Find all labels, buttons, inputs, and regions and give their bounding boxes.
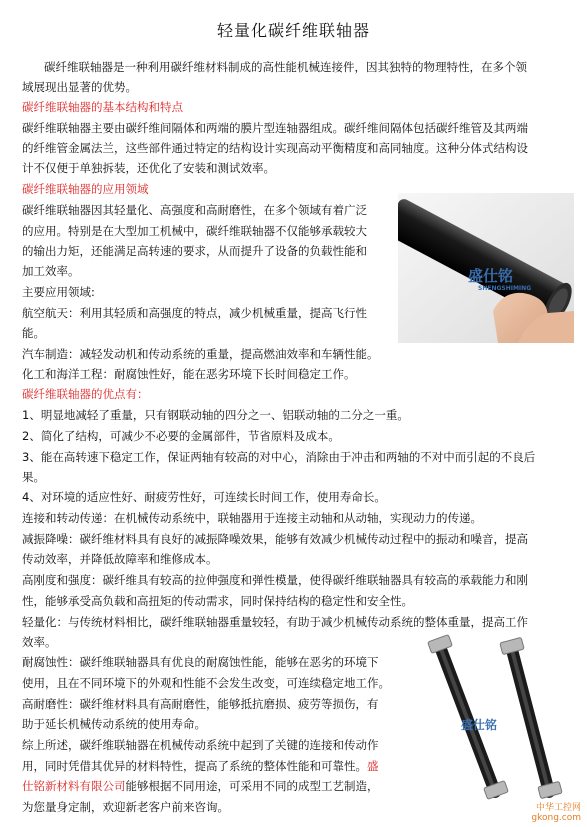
page-title: 轻量化碳纤维联轴器 [216,21,370,40]
paragraph-line: 减振降噪：碳纤维材料具有良好的减振降噪效果，能够有效减少机械传动过程中的振动和噪音，提高 [22,532,528,546]
paragraph-line: 综上所述，碳纤维联轴器在机械传动系统中起到了关键的连接和传动作 [22,738,379,752]
paragraph-text: 能够根据不同用途，可采用不同的成型工艺制造， [125,779,379,793]
product-photo-coupling-hand [398,193,574,343]
paragraph-line: 传动效率，并降低故障率和维修成本。 [22,552,218,566]
intro-line-1: 碳纤维联轴器是一种利用碳纤维材料制成的高性能机械连接件，因其独特的物理特性，在多个领 [44,60,527,74]
watermark-line-2: gkong.com [531,813,581,823]
section-heading-advantages: 碳纤维联轴器的优点有： [22,387,149,401]
company-name-rest: 仕铭新材料有限公司 [22,779,126,793]
brand-logo-sub: SHENGSHIMING [478,285,532,292]
paragraph-line: 轻量化：与传统材料相比，碳纤维联轴器重量较轻，有助于减少机械传动系统的整体重量，提高工作 [22,615,528,629]
paragraph-line: 1、明显地减轻了重量，只有钢联动轴的四分之一、铝联动轴的二分之一重。 [22,408,409,422]
watermark [531,803,581,823]
paragraph-line: 的应用。特别是在大型加工机械中，碳纤维联轴器不仅能够承载较大 [22,224,367,238]
paragraph-line: 耐腐蚀性：碳纤维联轴器具有优良的耐腐蚀性能，能够在恶劣的环境下 [22,655,379,669]
paragraph-line [22,756,379,776]
paragraph-line: 助于延长机械传动系统的使用寿命。 [22,717,206,731]
paragraph-line: 3、能在高转速下稳定工作，保证两轴有较高的对中心，消除由于冲击和两轴的不对中而引起的不良后 [22,450,536,464]
paragraph-line: 的输出力矩，还能满足高转速的要求，从而提升了设备的负载性能和 [22,244,367,258]
intro-line-2: 域展现出显著的优势。 [22,80,137,94]
paragraph-line: 航空航天：利用其轻质和高强度的特点，减少机械重量，提高飞行性 [22,306,367,320]
paragraph-line: 高刚度和强度：碳纤维具有较高的拉伸强度和弹性模量，使得碳纤维联轴器具有较高的承载能力和刚 [22,573,528,587]
paragraph-line: 碳纤维联轴器因其轻量化、高强度和高耐磨性，在多个领域有着广泛 [22,203,367,217]
paragraph-line: 能。 [22,326,45,340]
paragraph-text: 用，同时凭借其优异的材料特性，提高了系统的整体性能和可靠性。 [22,759,367,773]
paragraph-line [22,776,379,796]
company-name-start: 盛 [367,759,379,773]
paragraph-line: 性，能够承受高负载和高扭矩的传动需求，同时保持结构的稳定性和安全性。 [22,594,413,608]
paragraph-line: 碳纤维联轴器主要由碳纤维间隔体和两端的膜片型连轴器组成。碳纤维间隔体包括碳纤维管及其两端 [22,121,528,135]
paragraph-line: 果。 [22,470,45,484]
paragraph-line: 主要应用领域: [22,285,95,299]
paragraph-line: 汽车制造：减轻发动机和传动系统的重量，提高燃油效率和车辆性能。 [22,347,379,361]
brand-logo: 盛仕铭 [468,267,514,285]
paragraph-line: 加工效率。 [22,264,80,278]
paragraph-line: 高耐磨性：碳纤维材料具有高耐磨性，能够抵抗磨损、疲劳等损伤，有 [22,697,379,711]
paragraph-line: 计不仅便于单独拆装，还优化了安装和测试效率。 [22,161,275,175]
paragraph-line: 2、简化了结构，可减少不必要的金属部件，节省原料及成本。 [22,429,340,443]
paragraph-line: 使用，且在不同环境下的外观和性能不会发生改变，可连续稳定地工作。 [22,676,390,690]
paragraph-line: 效率。 [22,635,57,649]
paragraph-line: 的纤维管金属法兰，这些部件通过特定的结构设计实现高动平衡精度和高同轴度。这种分体式结构设 [22,141,528,155]
product-photo-coupling-shafts [399,634,581,802]
paragraph-line: 连接和转动传递：在机械传动系统中，联轴器用于连接主动轴和从动轴，实现动力的传递。 [22,511,482,525]
section-heading-structure: 碳纤维联轴器的基本结构和特点 [22,100,183,114]
paragraph-line: 4、对环境的适应性好、耐疲劳性好，可连续长时间工作，使用寿命长。 [22,490,386,504]
watermark-line-1: 中华工控网 [535,803,581,813]
paragraph-line: 化工和海洋工程：耐腐蚀性好，能在恶劣环境下长时间稳定工作。 [22,367,356,381]
brand-logo: 盛仕铭 [461,718,498,732]
section-heading-applications: 碳纤维联轴器的应用领域 [22,182,149,196]
paragraph-line: 为您量身定制，欢迎新老客户前来咨询。 [22,800,229,814]
